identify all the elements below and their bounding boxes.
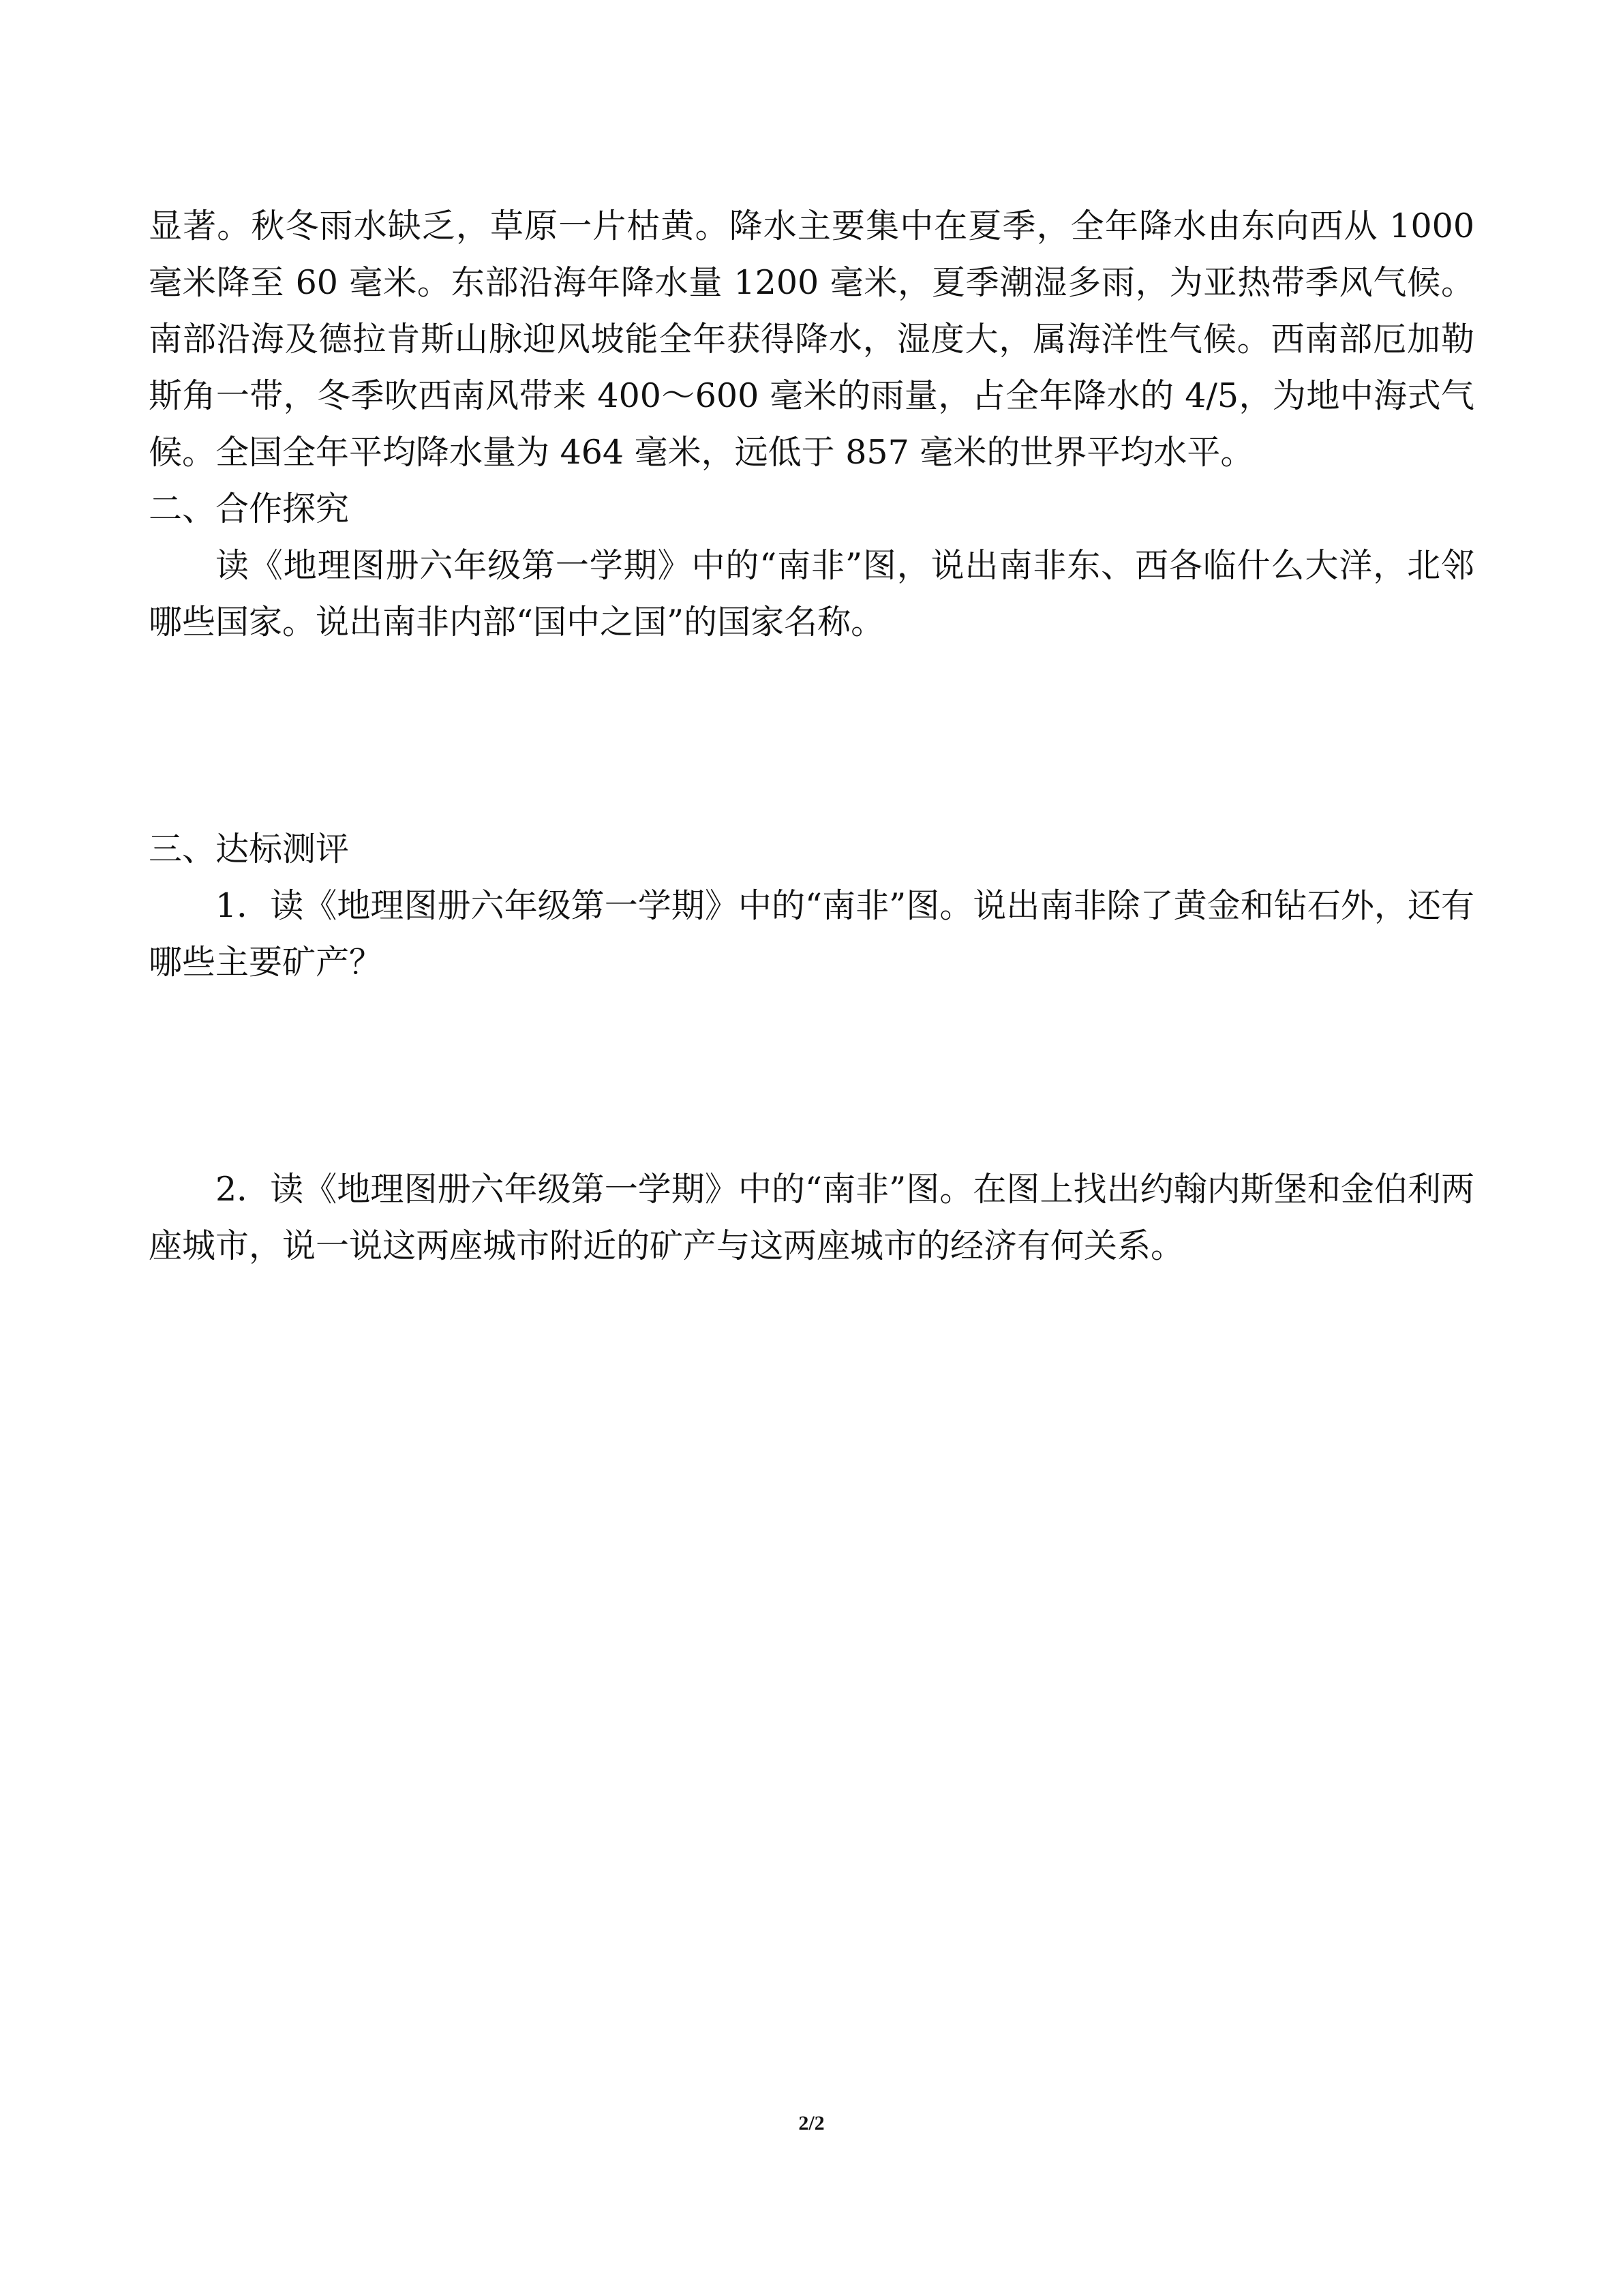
cooperative-inquiry-text: 读《地理图册六年级第一学期》中的“南非”图，说出南非东、西各临什么大洋，北邻哪些国家。说出南非内部“国中之国”的国家名称。 [149, 546, 1474, 641]
section-heading-cooperative-inquiry: 二、合作探究 [149, 489, 350, 528]
assessment-question-1: 1．读《地理图册六年级第一学期》中的“南非”图。说出南非除了黄金和钻石外，还有哪些主要矿产？ [149, 886, 1474, 982]
page-number: 2/2 [798, 2112, 825, 2134]
climate-paragraph: 显著。秋冬雨水缺乏，草原一片枯黄。降水主要集中在夏季，全年降水由东向西从 1000 毫米降至 60 毫米。东部沿海年降水量 1200 毫米，夏季潮湿多雨，为亚热带季风气候。南部沿海及德拉肯斯山脉迎风坡能全年获得降水，湿度大，属海洋性气候。西南部厄加勒斯角一带，冬季吹西南风带来 400～600 毫米的雨量，占全年降水的 4/5，为地中海式气候。全国全年平均降水量为 464 毫米，远低于 857 毫米的世界平均水平。 [149, 207, 1474, 472]
page-content [149, 198, 1474, 1274]
section-heading-assessment: 三、达标测评 [149, 830, 350, 868]
answer-space [149, 991, 1474, 1161]
answer-space [149, 650, 1474, 821]
assessment-question-2: 2．读《地理图册六年级第一学期》中的“南非”图。在图上找出约翰内斯堡和金伯利两座城市，说一说这两座城市附近的矿产与这两座城市的经济有何关系。 [149, 1170, 1474, 1265]
